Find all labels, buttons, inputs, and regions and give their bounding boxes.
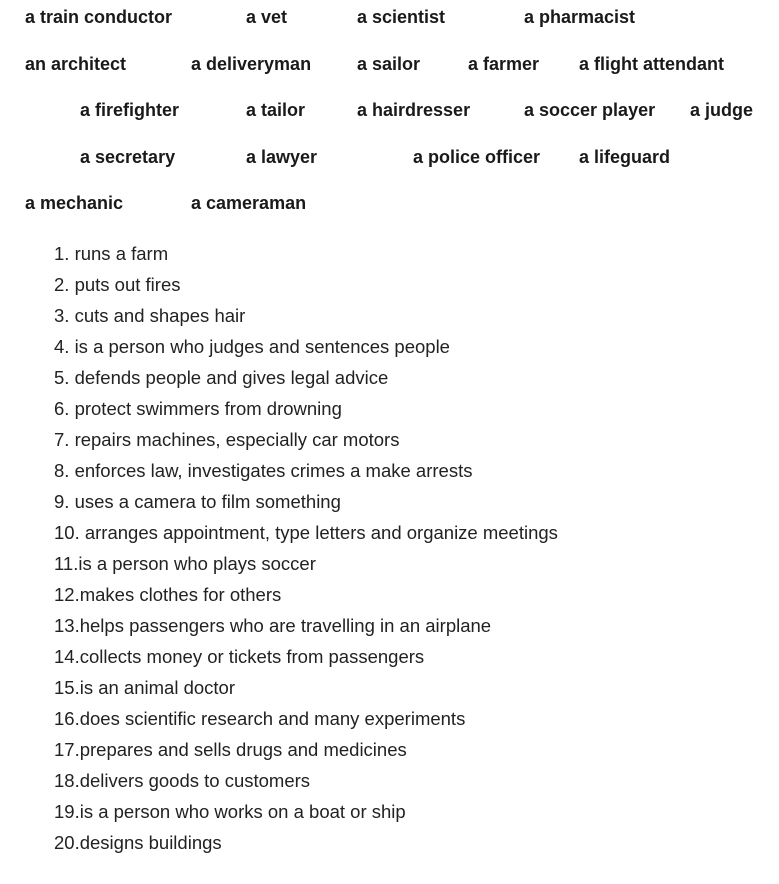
definitions-list <box>54 238 558 858</box>
word-vet: a vet <box>246 7 288 27</box>
word-deliveryman: a deliveryman <box>191 54 312 74</box>
word-soccer-player: a soccer player <box>524 100 656 120</box>
definition-item: 6. protect swimmers from drowning <box>54 398 342 419</box>
word-secretary: a secretary <box>80 147 176 167</box>
word-flight-attendant: a flight attendant <box>579 54 724 74</box>
definition-item: 18.delivers goods to customers <box>54 770 311 791</box>
definition-item: 17.prepares and sells drugs and medicines <box>54 739 407 760</box>
word-judge: a judge <box>690 100 754 120</box>
word-hairdresser: a hairdresser <box>357 100 471 120</box>
word-mechanic: a mechanic <box>25 193 124 213</box>
word-police-officer: a police officer <box>413 147 541 167</box>
word-scientist: a scientist <box>357 7 446 27</box>
word-cameraman: a cameraman <box>191 193 307 213</box>
definition-item: 3. cuts and shapes hair <box>54 305 246 326</box>
definition-item: 2. puts out fires <box>54 274 181 295</box>
word-bank <box>0 0 779 230</box>
definition-item: 20.designs buildings <box>54 832 222 853</box>
definition-item: 8. enforces law, investigates crimes a make arrests <box>54 460 473 481</box>
definition-item: 11.is a person who plays soccer <box>54 553 316 574</box>
word-tailor: a tailor <box>246 100 306 120</box>
word-architect: an architect <box>25 54 127 74</box>
definition-item: 10. arranges appointment, type letters and organize meetings <box>54 522 558 543</box>
word-sailor: a sailor <box>357 54 421 74</box>
definition-item: 19.is a person who works on a boat or ship <box>54 801 406 822</box>
definition-item: 16.does scientific research and many experiments <box>54 708 466 729</box>
definition-item: 7. repairs machines, especially car motors <box>54 429 400 450</box>
word-lifeguard: a lifeguard <box>579 147 671 167</box>
definition-item: 15.is an animal doctor <box>54 677 235 698</box>
definition-item: 9. uses a camera to film something <box>54 491 341 512</box>
definition-item: 13.helps passengers who are travelling in an airplane <box>54 615 492 636</box>
word-train-conductor: a train conductor <box>25 7 173 27</box>
word-farmer: a farmer <box>468 54 540 74</box>
definition-item: 5. defends people and gives legal advice <box>54 367 389 388</box>
definition-item: 12.makes clothes for others <box>54 584 282 605</box>
definition-item: 14.collects money or tickets from passengers <box>54 646 425 667</box>
definition-item: 1. runs a farm <box>54 243 169 264</box>
word-lawyer: a lawyer <box>246 147 318 167</box>
word-firefighter: a firefighter <box>80 100 180 120</box>
word-pharmacist: a pharmacist <box>524 7 636 27</box>
definition-item: 4. is a person who judges and sentences people <box>54 336 450 357</box>
